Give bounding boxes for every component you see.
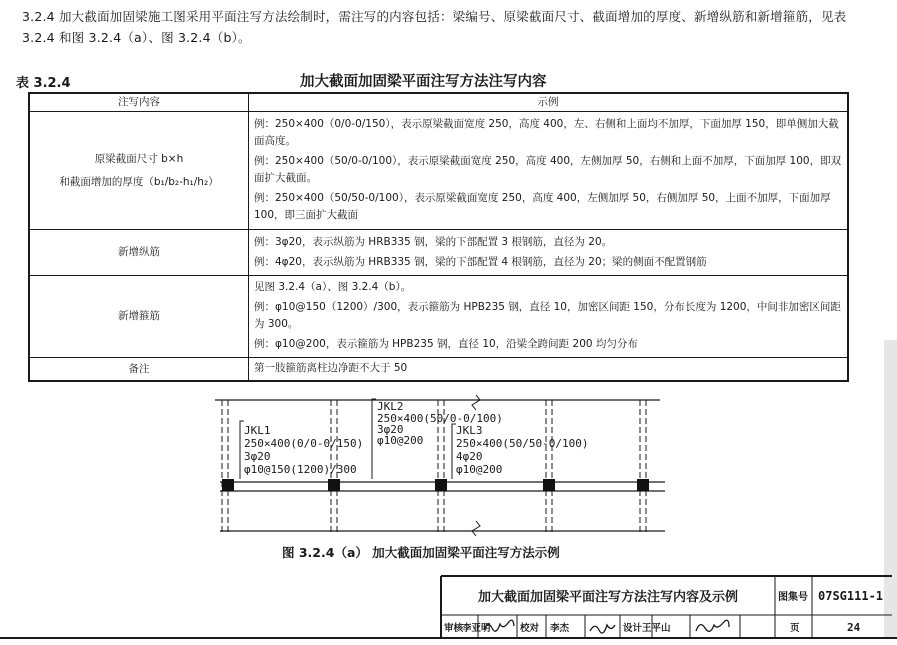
reviewer-name: 李亚明 (462, 623, 491, 634)
row-label: 新增箍筋 (29, 276, 249, 358)
table-row (29, 276, 848, 358)
example-text: 例：250×400（0/0-0/150），表示原梁截面宽度 250，高度 400，左、右侧和上面均不加厚，下面加厚 150，即单侧加大截面高度。 (254, 118, 839, 147)
example-text: 第一肢箍筋离柱边净距不大于 50 (254, 362, 408, 374)
checker-signature (590, 625, 615, 633)
example-text: 例：φ10@200，表示箍筋为 HPB235 钢，直径 10，沿梁全跨间距 200 均匀分布 (254, 338, 638, 350)
atlas-number-label: 图集号 (778, 592, 808, 603)
header-example: 示例 (249, 93, 849, 112)
checker-name: 李杰 (550, 623, 570, 634)
row-label (29, 112, 249, 230)
table-row (29, 358, 848, 382)
beam-plan-drawing (200, 395, 670, 540)
table-number: 表 3.2.4 (16, 76, 71, 91)
row-examples (249, 358, 849, 382)
page-label: 页 (790, 623, 800, 634)
atlas-number: 07SG111-1 (818, 589, 884, 603)
page-number: 24 (847, 621, 861, 634)
jkl3-bars: 4φ20 (456, 450, 483, 463)
table-row (29, 112, 848, 230)
design-label: 设计 (623, 623, 643, 634)
row-label: 新增纵筋 (29, 230, 249, 276)
row-examples (249, 230, 849, 276)
jkl2-section: 250×400(50/0-0/100) (377, 412, 503, 425)
example-text: 例：φ10@150（1200）/300，表示箍筋为 HPB235 钢，直径 10，加密区间距 150，分布长度为 1200，中间非加密区间距为 300。 (254, 301, 841, 330)
example-text: 例：250×400（50/50-0/100），表示原梁截面宽度 250，高度 400，左侧加厚 50，右侧加厚 50，上面不加厚，下面加厚 100，即三面扩大截面 (254, 192, 831, 221)
beam-plan-figure (200, 395, 670, 540)
jkl1-label: JKL1 (244, 424, 271, 437)
example-text: 见图 3.2.4（a）、图 3.2.4（b）。 (254, 281, 412, 293)
table-title: 加大截面加固梁平面注写方法注写内容 (300, 74, 547, 90)
jkl1-bars: 3φ20 (244, 450, 271, 463)
jkl1-section: 250×400(0/0-0/150) (244, 437, 364, 450)
jkl2-stirrups: φ10@200 (377, 434, 424, 447)
row-label: 备注 (29, 358, 249, 382)
jkl3-section: 250×400(50/50-0/100) (456, 437, 589, 450)
title-block-grid (440, 575, 892, 637)
jkl2-bars: 3φ20 (377, 423, 404, 436)
table-row (29, 230, 848, 276)
row-label-line: 原梁截面尺寸 b×h (94, 152, 184, 165)
row-examples (249, 276, 849, 358)
title-block-title: 加大截面加固梁平面注写方法注写内容及示例 (477, 590, 739, 605)
example-text: 例：250×400（50/0-0/100），表示原梁截面宽度 250，高度 400，左侧加厚 50，右侧和上面不加厚，下面加厚 100，即双面扩大截面。 (254, 155, 842, 184)
designer-signature (696, 620, 729, 631)
example-text: 例：3φ20，表示纵筋为 HRB335 钢，梁的下部配置 3 根钢筋，直径为 20。 (254, 235, 613, 248)
intro-paragraph: 3.2.4 加大截面加固梁施工图采用平面注写方法绘制时，需注写的内容包括：梁编号、原梁截面尺寸、截面增加的厚度、新增纵筋和新增箍筋，见表 3.2.4 和图 3.2.4（a）、图 3.2.4（b）。 (22, 9, 847, 45)
check-label: 校对 (520, 623, 540, 634)
jkl3-label: JKL3 (456, 424, 483, 437)
jkl1-stirrups: φ10@150(1200)/300 (244, 463, 357, 476)
bottom-rule (0, 637, 897, 639)
example-text: 例：4φ20，表示纵筋为 HRB335 钢，梁的下部配置 4 根钢筋，直径为 20；梁的侧面不配置钢筋 (254, 255, 707, 268)
row-label-line: 和截面增加的厚度（b₁/b₂-h₁/h₂） (59, 175, 219, 188)
header-content: 注写内容 (29, 93, 249, 112)
review-label: 审核 (444, 623, 464, 634)
table-header-row (29, 93, 848, 112)
designer-name: 王平山 (642, 623, 671, 634)
title-block (440, 575, 892, 637)
jkl3-stirrups: φ10@200 (456, 463, 503, 476)
figure-caption: 图 3.2.4（a） 加大截面加固梁平面注写方法示例 (282, 545, 560, 560)
annotation-table (28, 92, 849, 382)
row-examples (249, 112, 849, 230)
jkl2-label: JKL2 (377, 400, 404, 413)
